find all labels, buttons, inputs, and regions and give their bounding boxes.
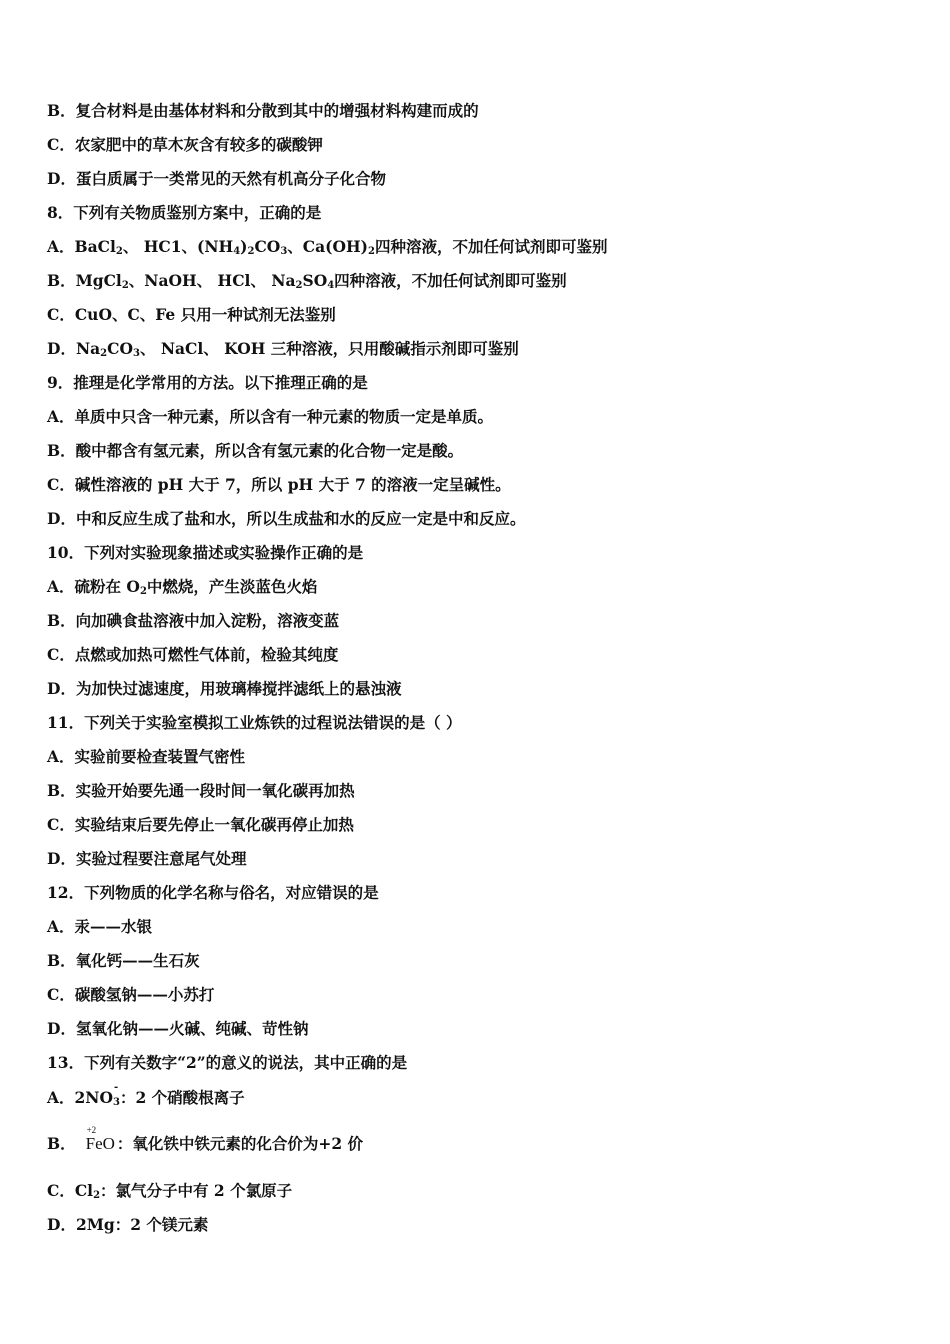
q10-option-c: C．点燃或加热可燃性气体前，检验其纯度	[47, 645, 339, 664]
q13-option-a: A．$2NO_3$ - ：2 个硝酸根离子	[47, 1082, 245, 1108]
q7-option-d: D．蛋白质属于一类常见的天然有机高分子化合物	[47, 169, 386, 188]
q12-option-c: C．碳酸氢钠——小苏打	[47, 985, 215, 1004]
q11-stem: 11．下列关于实验室模拟工业炼铁的过程说法错误的是（ ）	[47, 713, 462, 732]
q8-option-d: D．$Na_2CO_3$、 NaCl、 KOH 三种溶液，只用酸碱指示剂即可鉴别	[47, 339, 519, 359]
q8-option-b: B．MgCl$_2$、NaOH、 HCl、 $Na_2SO_4$四种溶液，不加任何试剂即可鉴别	[47, 271, 567, 291]
q9-stem: 9．推理是化学常用的方法。以下推理正确的是	[47, 373, 368, 392]
q9-option-a: A．单质中只含一种元素，所以含有一种元素的物质一定是单质。	[47, 407, 494, 426]
q12-stem: 12．下列物质的化学名称与俗名，对应错误的是	[47, 883, 379, 902]
q13-option-b: B． +2 FeO ：氧化铁中铁元素的化合价为+2 价	[47, 1134, 363, 1154]
q7-option-c: C．农家肥中的草木灰含有较多的碳酸钾	[47, 135, 323, 154]
q7-option-b: B．复合材料是由基体材料和分散到其中的增强材料构建而成的	[47, 101, 479, 120]
q11-option-a: A．实验前要检查装置气密性	[47, 747, 246, 766]
q8-option-a: A．BaCl$_2$、 HC1、$(NH_4)_2CO_3$、$Ca(OH)_2$四种溶液，不加任何试剂即可鉴别	[47, 237, 608, 257]
q9-option-c: C．碱性溶液的 pH 大于 7，所以 pH 大于 7 的溶液一定呈碱性。	[47, 475, 511, 494]
q8-stem: 8．下列有关物质鉴别方案中，正确的是	[47, 203, 322, 222]
q11-option-c: C．实验结束后要先停止一氧化碳再停止加热	[47, 815, 354, 834]
q11-option-b: B．实验开始要先通一段时间一氧化碳再加热	[47, 781, 355, 800]
q13-stem: 13．下列有关数字“2”的意义的说法，其中正确的是	[47, 1053, 408, 1072]
valence-label: +2	[86, 1125, 97, 1135]
q9-option-b: B．酸中都含有氢元素，所以含有氢元素的化合物一定是酸。	[47, 441, 464, 460]
q13-option-d: D．2Mg：2 个镁元素	[47, 1215, 209, 1234]
q12-option-d: D．氢氧化钠——火碱、纯碱、苛性钠	[47, 1019, 309, 1038]
q12-option-b: B．氧化钙——生石灰	[47, 951, 200, 970]
q10-option-d: D．为加快过滤速度，用玻璃棒搅拌滤纸上的悬浊液	[47, 679, 402, 698]
q11-option-d: D．实验过程要注意尾气处理	[47, 849, 247, 868]
q9-option-d: D．中和反应生成了盐和水，所以生成盐和水的反应一定是中和反应。	[47, 509, 526, 528]
q10-option-a: A．硫粉在 $O_2$中燃烧，产生淡蓝色火焰	[47, 577, 318, 597]
valence-formula: +2 FeO	[86, 1134, 115, 1154]
q12-option-a: A．汞——水银	[47, 917, 153, 936]
q10-option-b: B．向加碘食盐溶液中加入淀粉，溶液变蓝	[47, 611, 340, 630]
q8-option-c: C．CuO、C、Fe 只用一种试剂无法鉴别	[47, 305, 336, 324]
q10-stem: 10．下列对实验现象描述或实验操作正确的是	[47, 543, 364, 562]
q13-option-c: C．$Cl_2$：氯气分子中有 2 个氯原子	[47, 1181, 293, 1201]
